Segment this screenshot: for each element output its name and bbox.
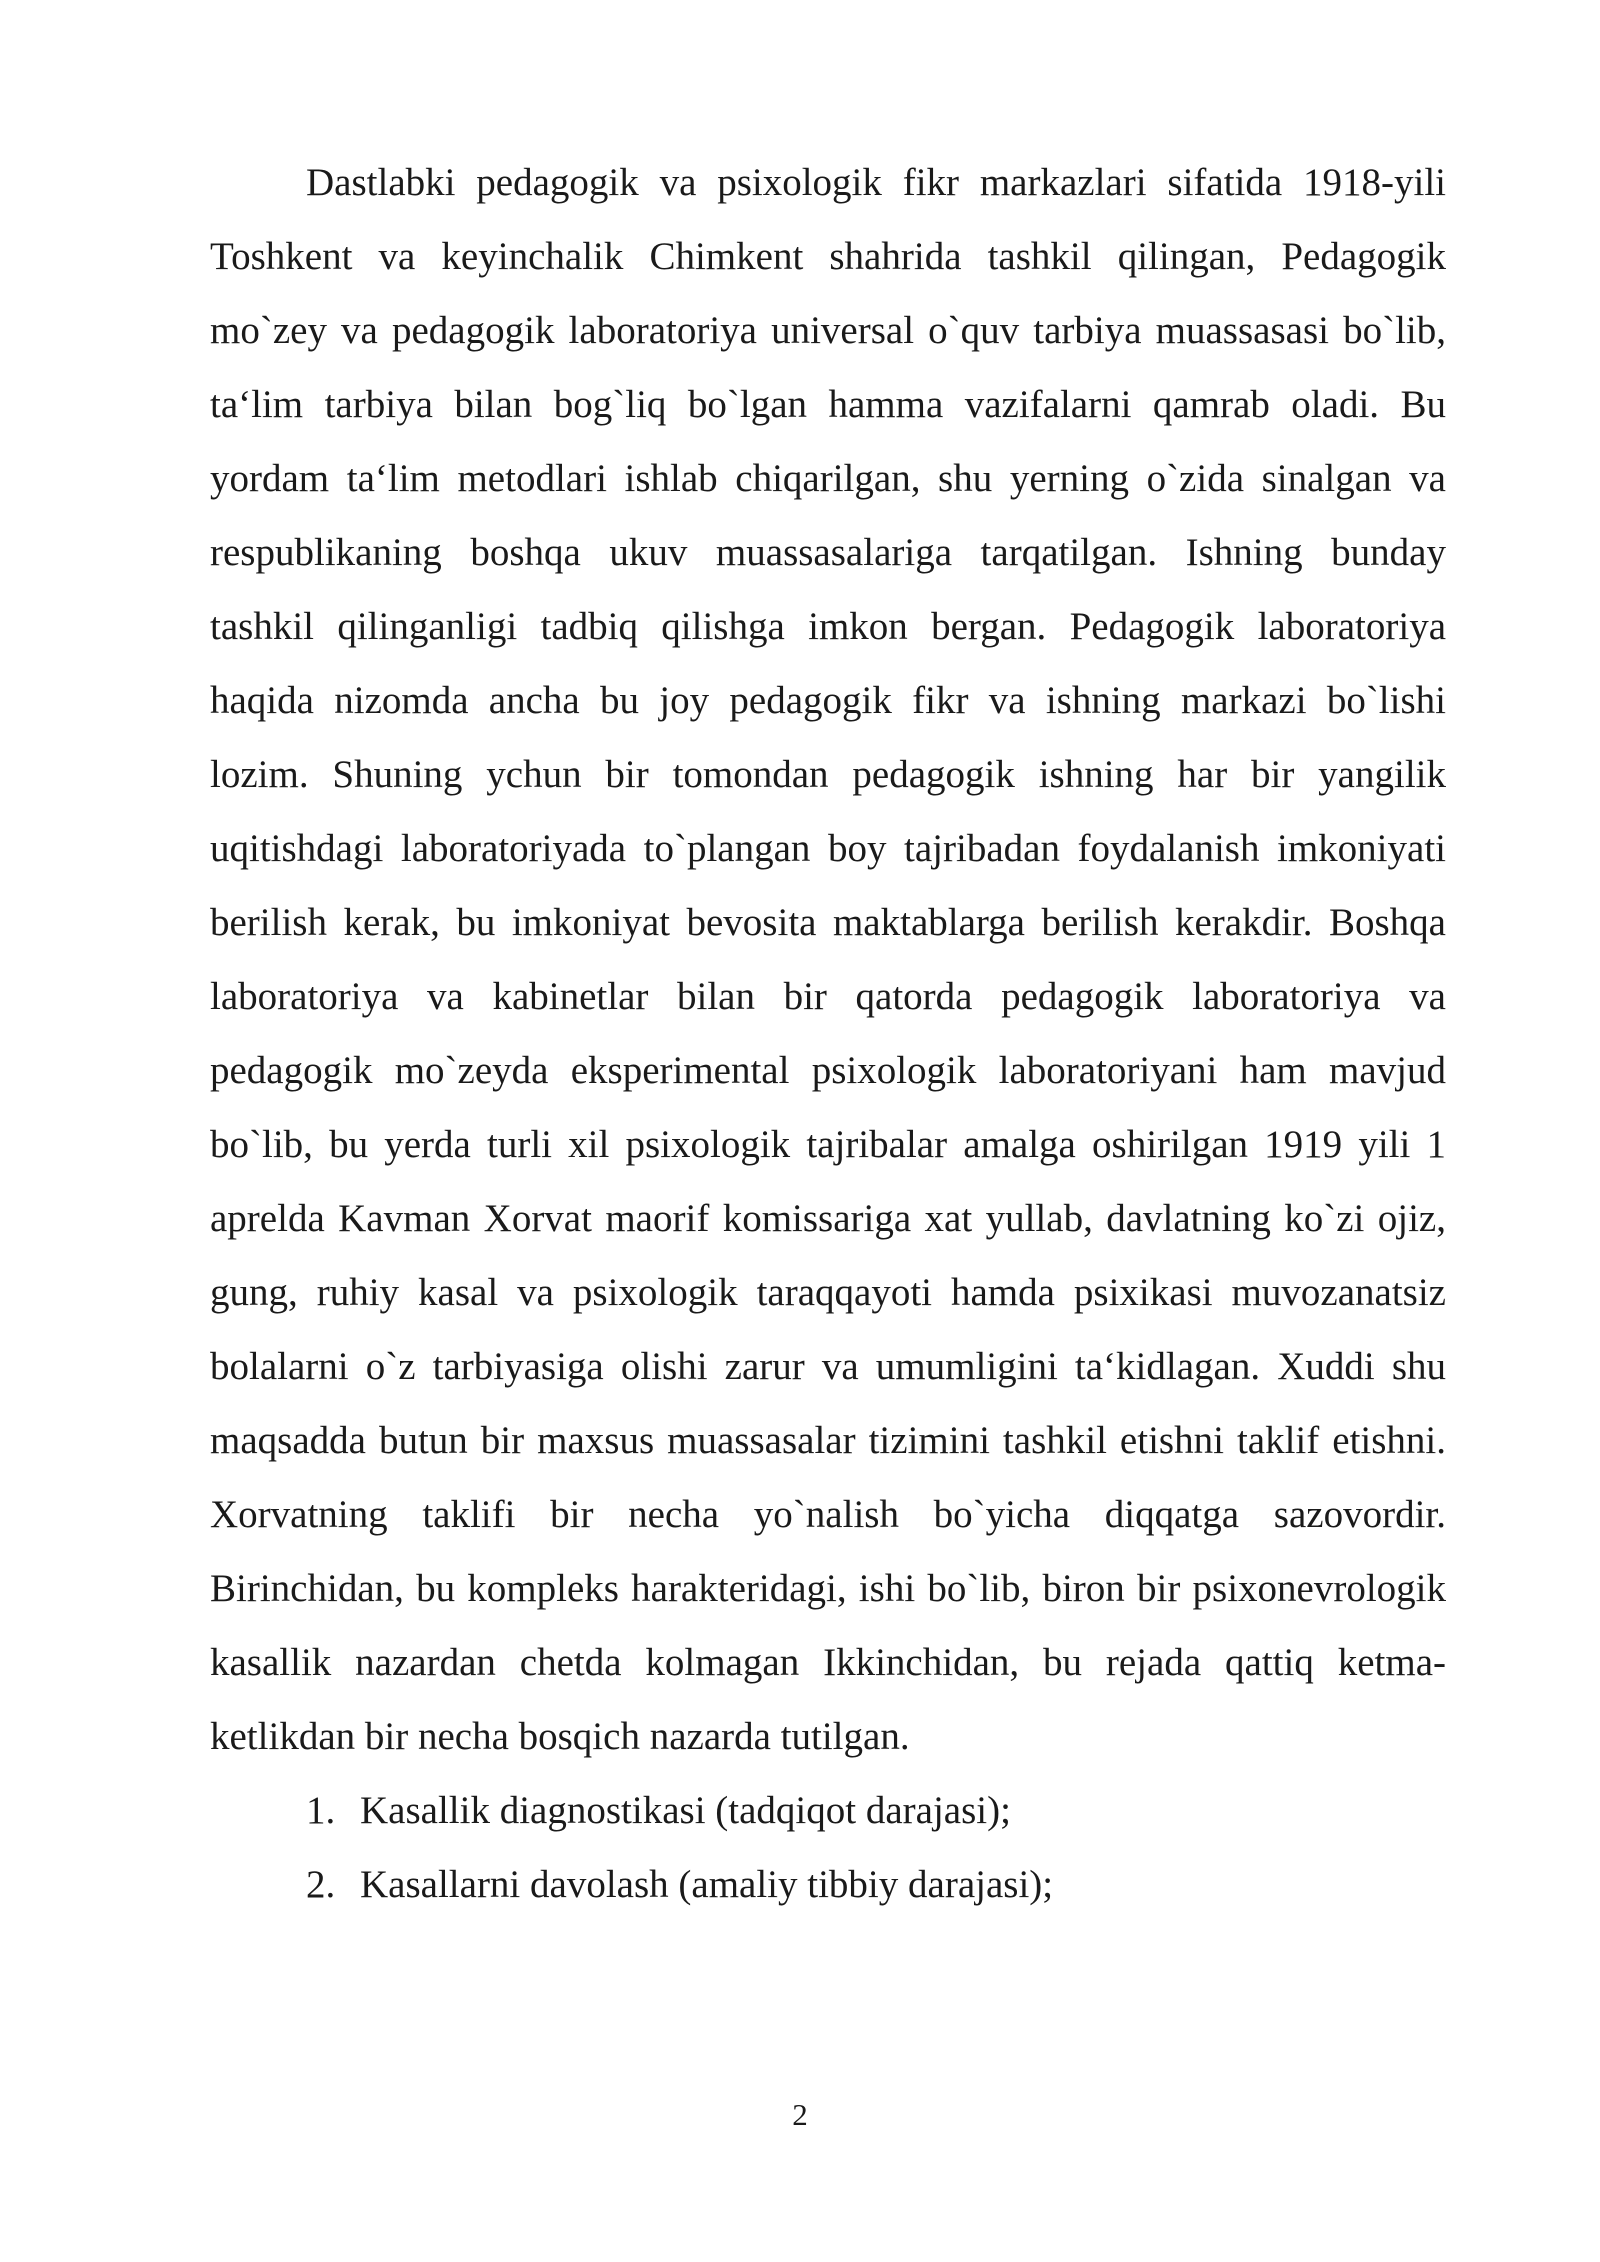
list-item: [210, 1774, 1446, 1848]
list-item-number: 2.: [306, 1863, 336, 1906]
page-number: 2: [792, 2097, 808, 2132]
list-item: [210, 1848, 1446, 1922]
list-item-number: 1.: [306, 1789, 336, 1832]
document-body: [210, 146, 1446, 1922]
list-item-text: Kasallik diagnostikasi (tadqiqot darajasi);: [360, 1789, 1011, 1832]
body-paragraph: Dastlabki pedagogik va psixologik fikr markazlari sifatida 1918-yili Toshkent va keyinchalik Chimkent shahrida tashkil qilingan, Pedagogik mo`zey va pedagogik laboratoriya universal o`quv tarbiya muassasasi bo`lib, ta‘lim tarbiya bilan bog`liq bo`lgan hamma vazifalarni qamrab oladi. Bu yordam ta‘lim metodlari ishlab chiqarilgan, shu yerning o`zida sinalgan va respublikaning boshqa ukuv muassasalariga tarqatilgan. Ishning bunday tashkil qilinganligi tadbiq qilishga imkon bergan. Pedagogik laboratoriya haqida nizomda ancha bu joy pedagogik fikr va ishning markazi bo`lishi lozim. Shuning ychun bir tomondan pedagogik ishning har bir yangilik uqitishdagi laboratoriyada to`plangan boy tajribadan foydalanish imkoniyati berilish kerak, bu imkoniyat bevosita maktablarga berilish kerakdir. Boshqa laboratoriya va kabinetlar bilan bir qatorda pedagogik laboratoriya va pedagogik mo`zeyda eksperimental psixologik laboratoriyani ham mavjud bo`lib, bu yerda turli xil psixologik tajribalar amalga oshirilgan 1919 yili 1 aprelda Kavman Xorvat maorif komissariga xat yullab, davlatning ko`zi ojiz, gung, ruhiy kasal va psixologik taraqqayoti hamda psixikasi muvozanatsiz bolalarni o`z tarbiyasiga olishi zarur va umumligini ta‘kidlagan. Xuddi shu maqsadda butun bir maxsus muassasalar tizimini tashkil etishni taklif etishni. Xorvatning taklifi bir necha yo`nalish bo`yicha diqqatga sazovordir. Birinchidan, bu kompleks harakteridagi, ishi bo`lib, biron bir psixonevrologik kasallik nazardan chetda kolmagan Ikkinchidan, bu rejada qattiq ketma-ketlikdan bir necha bosqich nazarda tutilgan.: [210, 161, 1446, 1758]
numbered-list: [210, 1774, 1446, 1922]
list-item-text: Kasallarni davolash (amaliy tibbiy darajasi);: [360, 1863, 1054, 1906]
